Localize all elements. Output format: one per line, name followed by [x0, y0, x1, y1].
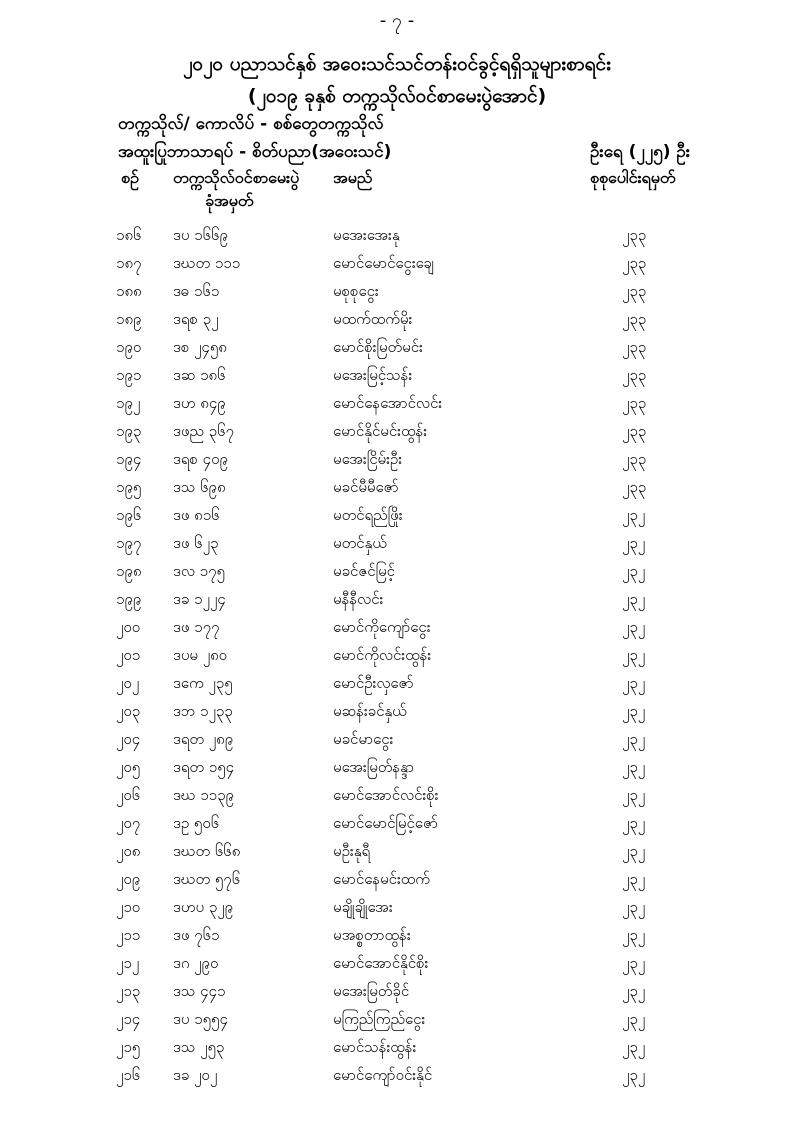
row-number: ၂၁၂	[116, 954, 140, 972]
row-number: ၂၁၆	[116, 1066, 141, 1084]
total-marks: ၂၃၂	[622, 982, 646, 1000]
total-marks: ၂၃၃	[622, 478, 647, 496]
table-row	[0, 726, 794, 754]
total-marks: ၂၃၃	[622, 282, 647, 300]
total-marks: ၂၃၃	[622, 394, 647, 412]
roll-number: ဒဃတ ၅၇၆	[173, 870, 241, 888]
total-marks: ၂၃၂	[622, 1010, 646, 1028]
row-number: ၁၈၉	[116, 310, 142, 328]
roll-number: ဒရတ ၁၅၄	[173, 758, 235, 776]
total-marks: ၂၃၂	[622, 534, 646, 552]
student-name: မချိုချိုအေး	[333, 898, 393, 916]
student-name: မောင်ကိုလင်းထွန်း	[333, 646, 432, 664]
roll-number: ဒပမ ၂၈၀	[173, 646, 228, 664]
student-name: မဦးနုရီ	[333, 842, 371, 860]
total-marks: ၂၃၂	[622, 842, 646, 860]
row-number: ၂၀၀	[116, 618, 141, 636]
column-header-no: စဉ်	[121, 168, 139, 187]
subject-label: အထူးပြုဘာသာရပ် - စိတ်ပညာ(အဝေးသင်)	[118, 142, 392, 162]
total-marks: ၂၃၂	[622, 562, 646, 580]
student-name: မောင်သန်းထွန်း	[333, 1038, 417, 1056]
roll-number: ဒဂ ၂၉၀	[173, 954, 219, 972]
page-number: - ၇ -	[379, 10, 415, 31]
roll-number: ဒဓ ၁၆၁	[173, 282, 220, 300]
total-marks: ၂၃၂	[622, 898, 646, 916]
page-subtitle: (၂၀၁၉ ခုနှစ် တက္ကသိုလ်ဝင်စာမေးပွဲအောင်)	[247, 85, 547, 107]
table-row	[0, 586, 794, 614]
results-table	[0, 222, 794, 1090]
row-number: ၂၁၄	[116, 1010, 141, 1028]
total-marks: ၂၃၃	[622, 310, 647, 328]
total-marks: ၂၃၃	[622, 226, 647, 244]
column-header-roll-line1: တက္ကသိုလ်ဝင်စာမေးပွဲ	[173, 168, 300, 187]
student-name: မောင်စိုးမြတ်မင်း	[333, 338, 423, 356]
row-number: ၁၈၈	[116, 282, 142, 300]
student-name: မတင်နှယ်	[333, 534, 387, 552]
table-row	[0, 222, 794, 250]
table-row	[0, 894, 794, 922]
student-name: မခင်မာငွေး	[333, 730, 394, 748]
total-marks: ၂၃၂	[622, 506, 646, 524]
student-name: မနီနီလင်း	[333, 590, 384, 608]
student-name: မအေးငြိမ်းဦး	[333, 450, 403, 468]
roll-number: ဒရတ ၂၈၉	[173, 730, 234, 748]
total-marks: ၂၃၃	[622, 450, 647, 468]
total-marks: ၂၃၂	[622, 870, 646, 888]
table-row	[0, 278, 794, 306]
student-name: မအေးမြင့်သန်း	[333, 366, 413, 384]
row-number: ၁၉၁	[116, 366, 142, 384]
row-number: ၁၉၄	[116, 450, 142, 468]
table-row	[0, 838, 794, 866]
total-marks: ၂၃၃	[622, 366, 647, 384]
table-row	[0, 614, 794, 642]
student-name: မဆန်းခင်နှယ်	[333, 702, 407, 720]
table-row	[0, 306, 794, 334]
roll-number: ဒပ ၁၅၅၄	[173, 1010, 228, 1028]
table-row	[0, 782, 794, 810]
table-row	[0, 1034, 794, 1062]
row-number: ၁၉၉	[116, 590, 142, 608]
total-marks: ၂၃၂	[622, 590, 646, 608]
table-row	[0, 446, 794, 474]
table-row	[0, 810, 794, 838]
table-row	[0, 530, 794, 558]
table-row	[0, 474, 794, 502]
row-number: ၁၉၃	[116, 422, 142, 440]
table-row	[0, 698, 794, 726]
row-number: ၂၀၆	[116, 786, 141, 804]
table-row	[0, 390, 794, 418]
roll-number: ဒကေ ၂၃၅	[173, 674, 233, 692]
student-name: မောင်ဦးလှဇော်	[333, 674, 414, 692]
student-name: မောင်ကိုကျော်ငွေး	[333, 618, 431, 636]
roll-number: ဒဃတ ၁၁၁	[173, 254, 241, 272]
roll-number: ဒလ ၁၇၅	[173, 562, 225, 580]
roll-number: ဒဃ ၁၁၃၉	[173, 786, 234, 804]
row-number: ၂၁၁	[116, 926, 141, 944]
total-marks: ၂၃၂	[622, 646, 646, 664]
row-number: ၁၉၀	[116, 338, 142, 356]
page-title: ၂၀၂၀ ပညာသင်နှစ် အဝေးသင်သင်တန်းဝင်ခွင့်ရရှိသူများစာရင်း	[183, 53, 611, 75]
student-name: မောင်အောင်နိုင်စိုး	[333, 954, 429, 972]
row-number: ၂၀၃	[116, 702, 141, 720]
table-row	[0, 642, 794, 670]
student-name: မတင်ရည်ဖြိုး	[333, 506, 403, 524]
student-name: မောင်နေအောင်လင်း	[333, 394, 443, 412]
roll-number: ဒဟပ ၃၂၉	[173, 898, 234, 916]
row-number: ၂၁၀	[116, 898, 141, 916]
roll-number: ဒရစ ၄၀၉	[173, 450, 228, 468]
student-name: မောင်နေမင်းထက်	[333, 870, 430, 888]
roll-number: ဒစ ၂၄၅၈	[173, 338, 227, 356]
table-row	[0, 978, 794, 1006]
table-row	[0, 922, 794, 950]
table-row	[0, 950, 794, 978]
row-number: ၁၉၆	[116, 506, 142, 524]
student-name: မောင်နိုင်မင်းထွန်း	[333, 422, 428, 440]
row-number: ၂၀၇	[116, 814, 141, 832]
table-row	[0, 1006, 794, 1034]
total-marks: ၂၃၃	[622, 338, 647, 356]
student-name: မအေးမြတ်နန္ဒာ	[333, 758, 415, 776]
university-label: တက္ကသိုလ်/ ကောလိပ် - စစ်တွေတက္ကသိုလ်	[118, 114, 384, 134]
total-marks: ၂၃၂	[622, 1038, 646, 1056]
roll-number: ဒဃတ ၆၆၈	[173, 842, 241, 860]
roll-number: ဒဘ ၁၂၃၃	[173, 702, 233, 720]
student-name: မောင်မောင်မြင့်ဇော်	[333, 814, 439, 832]
row-number: ၂၀၂	[116, 674, 140, 692]
roll-number: ဒသ ၆၉၈	[173, 478, 226, 496]
roll-number: ဒဖ ၈၁၆	[173, 506, 220, 524]
table-row	[0, 502, 794, 530]
table-row	[0, 362, 794, 390]
total-marks: ၂၃၂	[622, 926, 646, 944]
student-name: မခင်ဇင်မြင့်	[333, 562, 395, 580]
table-row	[0, 670, 794, 698]
table-row	[0, 754, 794, 782]
total-marks: ၂၃၂	[622, 954, 646, 972]
roll-number: ဒဖ ၆၂၃	[173, 534, 219, 552]
total-marks: ၂၃၂	[622, 758, 646, 776]
student-name: မအစ္စတာထွန်း	[333, 926, 411, 944]
student-name: မအေးအေးနု	[333, 226, 400, 244]
row-number: ၁၈၆	[116, 226, 142, 244]
row-number: ၂၀၄	[116, 730, 141, 748]
row-number: ၂၀၁	[116, 646, 141, 664]
row-number: ၁၉၂	[116, 394, 141, 412]
column-header-name: အမည်	[333, 168, 373, 187]
total-marks: ၂၃၂	[622, 618, 646, 636]
total-marks: ၂၃၃	[622, 254, 647, 272]
roll-number: ဒဖ ၇၆၁	[173, 926, 220, 944]
column-header-roll-line2: ခုံအမှတ်	[205, 191, 254, 210]
table-row	[0, 250, 794, 278]
total-marks: ၂၃၂	[622, 814, 646, 832]
table-row	[0, 334, 794, 362]
roll-number: ဒဆ ၁၈၆	[173, 366, 226, 384]
roll-number: ဒခ ၂၀၂	[173, 1066, 218, 1084]
student-name: မောင်အောင်လင်းစိုး	[333, 786, 439, 804]
row-number: ၁၉၈	[116, 562, 142, 580]
student-name: မောင်မောင်ငွေးချေ	[333, 254, 435, 272]
total-marks: ၂၃၂	[622, 730, 646, 748]
student-name: မထက်ထက်မိုး	[333, 310, 413, 328]
column-header-marks: စုစုပေါင်းရမှတ်	[590, 168, 676, 187]
roll-number: ဒဖ ၁၇၇	[173, 618, 220, 636]
student-name: မအေးမြတ်ခိုင်	[333, 982, 410, 1000]
total-marks: ၂၃၂	[622, 1066, 646, 1084]
total-marks: ၂၃၂	[622, 786, 646, 804]
row-number: ၂၀၅	[116, 758, 141, 776]
row-number: ၂၀၈	[116, 842, 141, 860]
table-row	[0, 558, 794, 586]
total-marks: ၂၃၂	[622, 702, 646, 720]
row-number: ၂၀၉	[116, 870, 141, 888]
roll-number: ဒခ ၁၂၂၄	[173, 590, 226, 608]
roll-number: ဒသ ၄၄၁	[173, 982, 226, 1000]
roll-number: ဒဟ ၈၄၉	[173, 394, 226, 412]
table-row	[0, 418, 794, 446]
row-number: ၁၈၇	[116, 254, 142, 272]
student-name: မောင်ကျော်ဝင်းနိုင်	[333, 1066, 433, 1084]
row-number: ၁၉၇	[116, 534, 142, 552]
roll-number: ဒဖည ၃၆၇	[173, 422, 234, 440]
row-number: ၂၁၃	[116, 982, 141, 1000]
total-marks: ၂၃၃	[622, 422, 647, 440]
student-name: မကြည်ကြည်ငွေး	[333, 1010, 426, 1028]
roll-number: ဒသ ၂၅၃	[173, 1038, 225, 1056]
student-name: မခင်မီမီဇော်	[333, 478, 399, 496]
table-row	[0, 866, 794, 894]
table-row	[0, 1062, 794, 1090]
roll-number: ဒဥ ၅၀၆	[173, 814, 220, 832]
student-name: မစုစုငွေး	[333, 282, 379, 300]
row-number: ၁၉၅	[116, 478, 142, 496]
roll-number: ဒရစ ၃၂	[173, 310, 219, 328]
roll-number: ဒပ ၁၆၆၉	[173, 226, 228, 244]
row-number: ၂၁၅	[116, 1038, 141, 1056]
total-count-label: ဦးရေ (၂၂၅) ဦး	[590, 142, 691, 162]
total-marks: ၂၃၂	[622, 674, 646, 692]
